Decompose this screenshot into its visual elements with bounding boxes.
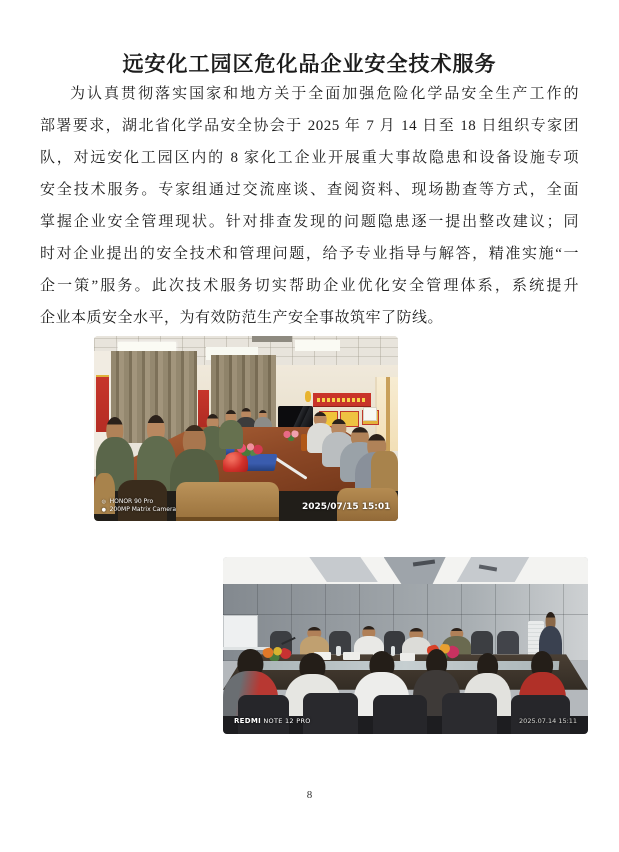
- body-line: 掌握企业安全管理现状。针对排查发现的问题隐患逐一提出整改建议；同: [40, 214, 579, 230]
- whiteboard: [223, 615, 258, 649]
- body-line: 企一策”服务。此次技术服务切实帮助企业优化安全管理体系，系统提升: [40, 278, 579, 294]
- office-chair: [497, 631, 519, 654]
- watermark-brand: REDMI: [233, 717, 261, 726]
- attendee-green-uniform: [219, 410, 243, 449]
- watermark-model: NOTE 12 PRO: [263, 717, 311, 726]
- meeting-photo-2: [223, 557, 588, 734]
- office-chair: [303, 693, 358, 734]
- office-chair: [442, 693, 497, 734]
- wall-mascot: [305, 391, 311, 402]
- office-chair: [511, 695, 569, 734]
- blue-document-stack: [245, 454, 278, 471]
- small-whiteboard: [363, 407, 377, 421]
- wall-banner-text: [317, 398, 366, 402]
- leather-chair: [371, 451, 398, 492]
- meeting-photo-1: [94, 336, 398, 521]
- page-title: 远安化工园区危化品企业安全技术服务: [122, 52, 497, 77]
- camera-watermark: [234, 717, 311, 725]
- body-line: 为认真贯彻落实国家和地方关于全面加强危险化学品安全生产工作的: [70, 86, 579, 102]
- watermark-text: 200MP Matrix Camera: [109, 505, 177, 513]
- body-line: 安全技术服务。专家组通过交流座谈、查阅资料、现场勘查等方式，全面: [40, 182, 579, 198]
- body-paragraph: [40, 78, 579, 334]
- wall-seam: [223, 614, 588, 615]
- body-line: 部署要求，湖北省化学品安全协会于 2025 年 7 月 14 日至 18 日组织专家团: [40, 118, 579, 134]
- body-line: 队，对远安化工园区内的 8 家化工企业开展重大事故隐患和设备设施专项: [40, 150, 579, 166]
- leather-chair: [176, 482, 279, 521]
- watermark-text: HONOR 90 Pro: [109, 497, 154, 505]
- office-chair: [471, 631, 493, 654]
- ceiling-light: [295, 340, 341, 351]
- office-chair: [373, 695, 428, 734]
- photo-timestamp: 2025.07.14 15:11: [519, 717, 578, 726]
- photo-timestamp: 2025/07/15 15:01: [301, 501, 391, 512]
- camera-icon: ◎: [101, 498, 106, 505]
- camera-watermark: [102, 498, 177, 514]
- person-torso: [219, 420, 243, 448]
- page-number: 8: [306, 789, 313, 801]
- body-line: 时对企业提出的安全技术和管理问题，给予专业指导与解答，精准实施“一: [40, 246, 579, 262]
- lens-icon: ●: [101, 506, 106, 513]
- ceiling-vent: [252, 336, 292, 342]
- body-line: 企业本质安全水平，为有效防范生产安全事故筑牢了防线。: [40, 310, 444, 326]
- office-chair: [238, 695, 289, 734]
